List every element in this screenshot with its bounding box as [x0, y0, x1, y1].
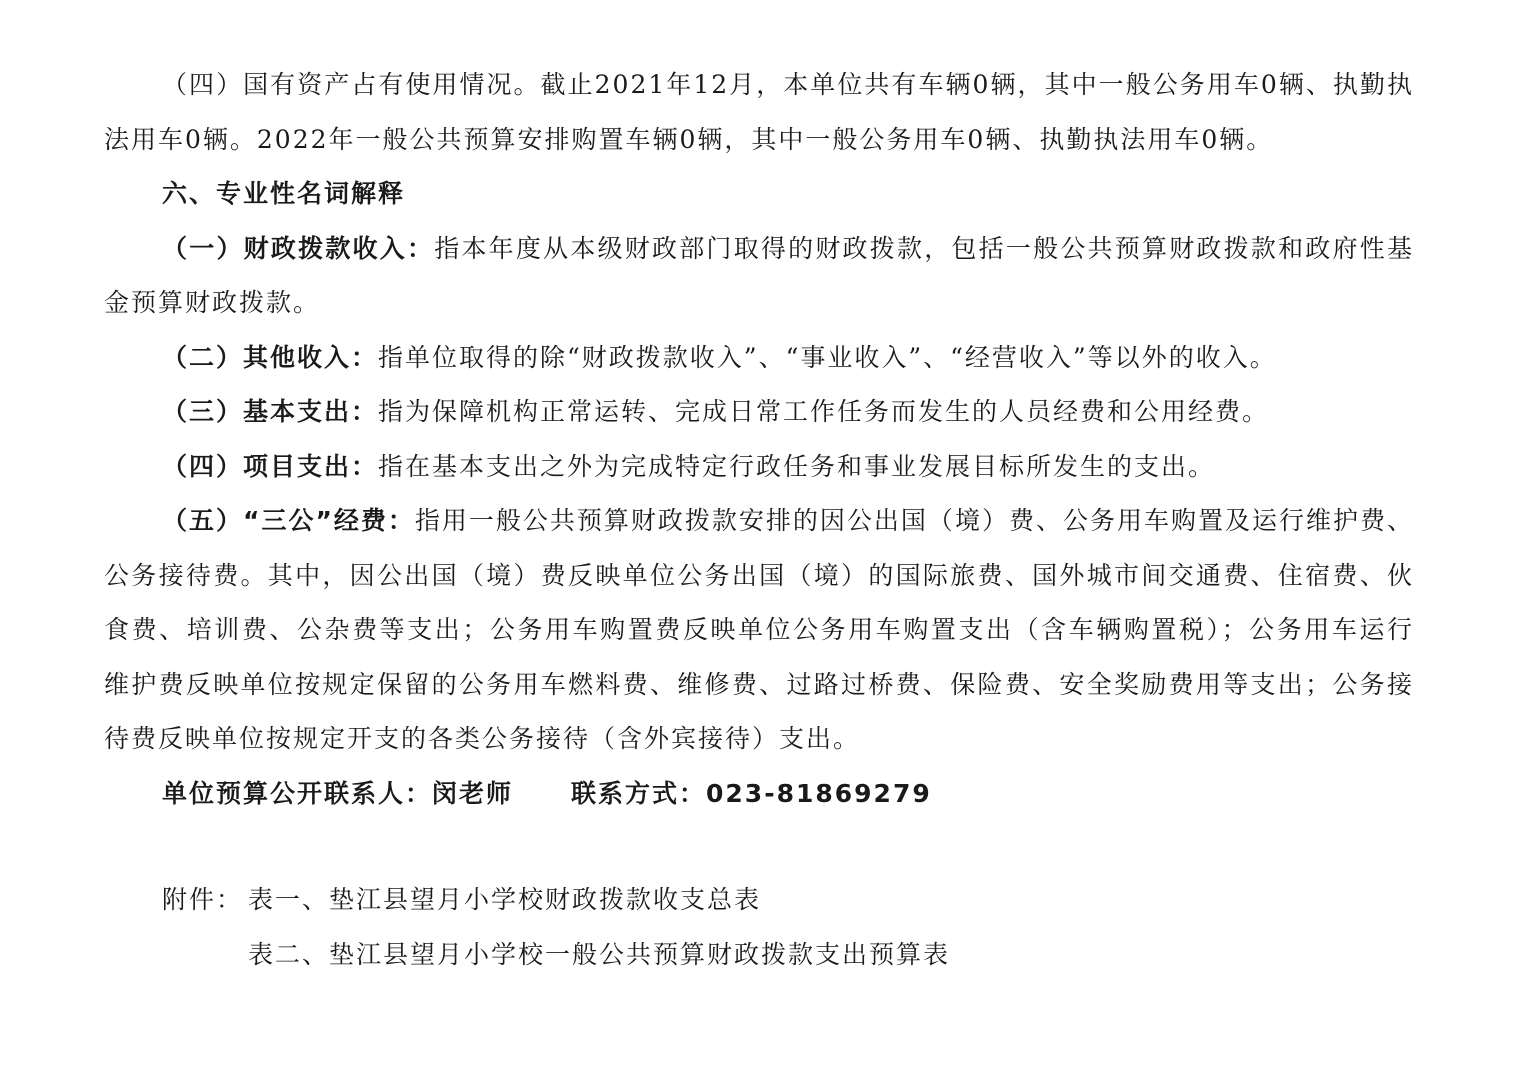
attachment-row [104, 873, 1414, 928]
attachment-row [104, 928, 1414, 983]
glossary-term: （四）项目支出： [162, 451, 379, 481]
glossary-definition: 指本年度从本级财政部门取得的财政拨款，包括一般公共预算财政拨款和政府性基金预算财政拨款。 [104, 233, 1414, 317]
glossary-heading: 六、专业性名词解释 [162, 179, 406, 208]
glossary-item-fiscal-appropriation [104, 222, 1414, 331]
contact-person: 单位预算公开联系人：闵老师 [162, 778, 514, 808]
glossary-term: （一）财政拨款收入： [162, 233, 435, 263]
glossary-definition: 指为保障机构正常运转、完成日常工作任务而发生的人员经费和公用经费。 [378, 397, 1270, 426]
glossary-item-other-income [104, 331, 1414, 386]
glossary-definition: 指在基本支出之外为完成特定行政任务和事业发展目标所发生的支出。 [378, 451, 1216, 481]
glossary-item-project-expenditure [104, 440, 1414, 495]
glossary-definition: 指单位取得的除“财政拨款收入”、“事业收入”、“经营收入”等以外的收入。 [378, 342, 1277, 372]
attachment-item: 表二、垫江县望月小学校一般公共预算财政拨款支出预算表 [248, 939, 951, 969]
glossary-item-three-public-expenses [104, 494, 1414, 767]
attachments-label: 附件： [162, 885, 244, 914]
glossary-item-basic-expenditure [104, 385, 1414, 440]
assets-paragraph: （四）国有资产占有使用情况。截止2021年12月，本单位共有车辆0辆，其中一般公务用车0辆、执勤执法用车0辆。2022年一般公共预算安排购置车辆0辆，其中一般公务用车0辆、执勤执法用车0辆。 [104, 70, 1414, 154]
glossary-term: （三）基本支出： [162, 397, 379, 426]
contact-line [104, 767, 1414, 822]
attachment-item: 表一、垫江县望月小学校财政拨款收支总表 [248, 885, 762, 914]
attachments-section [104, 873, 1414, 982]
contact-phone: 联系方式：023-81869279 [571, 778, 932, 808]
glossary-term: （二）其他收入： [162, 342, 379, 372]
glossary-definition: 指用一般公共预算财政拨款安排的因公出国（境）费、公务用车购置及运行维护费、公务接待费。其中，因公出国（境）费反映单位公务出国（境）的国际旅费、国外城市间交通费、住宿费、伙食费、培训费、公杂费等支出；公务用车购置费反映单位公务用车购置支出（含车辆购置税）；公务用车运行维护费反映单位按规定保留的公务用车燃料费、维修费、过路过桥费、保险费、安全奖励费用等支出；公务接待费反映单位按规定开支的各类公务接待（含外宾接待）支出。 [104, 506, 1414, 753]
glossary-term: （五）“三公”经费： [162, 506, 415, 535]
document-page [104, 58, 1414, 982]
